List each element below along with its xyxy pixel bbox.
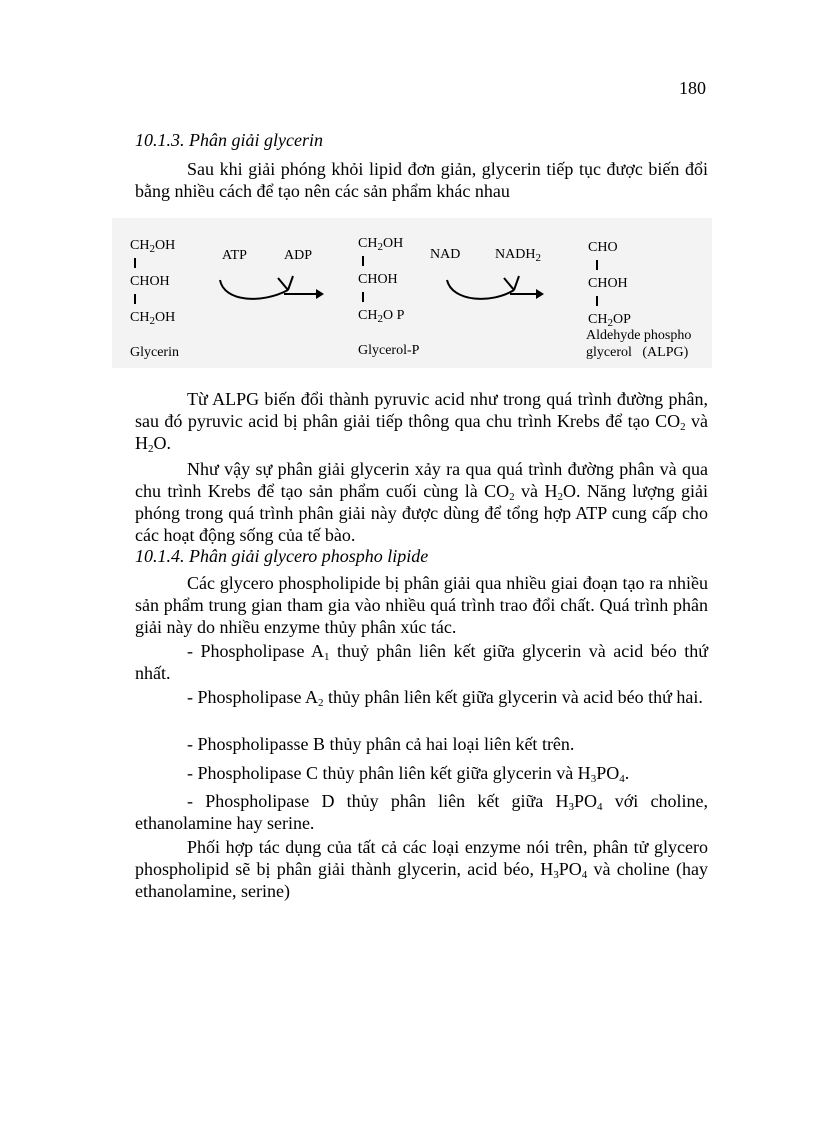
bond bbox=[134, 258, 136, 268]
atp-label: ATP bbox=[222, 248, 247, 263]
glycerol-p-label: Glycerol-P bbox=[358, 343, 420, 358]
conclusion-paragraph: Phối hợp tác dụng của tất cả các loại enzyme nói trên, phân tử glycero phospholipid sẽ bị phân giải thành glycerin, acid béo, $H_3PO_4$ và choline (hay ethanolamine, serine) bbox=[135, 837, 708, 901]
nad-label: NAD bbox=[430, 247, 461, 262]
enzyme-item-d: - Phospholipase D thủy phân liên kết giữa $H_3PO_4$ với choline, ethanolamine hay serine. bbox=[135, 791, 708, 833]
section2-intro-paragraph: Các glycero phospholipide bị phân giải qua nhiều giai đoạn tạo ra nhiều sản phẩm trung gian tham gia vào nhiều quá trình trao đổi chất. Quá trình phân giải này do nhiều enzyme thủy phân xúc tác. bbox=[135, 573, 708, 637]
adp-label: ADP bbox=[284, 248, 313, 263]
alpg-c1: CHO bbox=[588, 240, 618, 255]
alpg-label-line1: Aldehyde phospho bbox=[586, 328, 692, 343]
enzyme-item-b: - Phospholipasse B thủy phân cả hai loại liên kết trên. bbox=[187, 734, 575, 754]
bond bbox=[596, 296, 598, 306]
section-heading-10-1-3: 10.1.3. Phân giải glycerin bbox=[135, 130, 323, 150]
enzyme-item-a1: - Phospholipase $A_1$ thuỷ phân liên kết giữa glycerin và acid béo thứ nhất. bbox=[135, 641, 708, 683]
glycerol-p-c1: $CH_2OH$ bbox=[358, 236, 404, 253]
bond bbox=[362, 256, 364, 266]
glycerin-label: Glycerin bbox=[130, 345, 179, 360]
section-intro-paragraph: Sau khi giải phóng khỏi lipid đơn giản, glycerin tiếp tục được biến đổi bằng nhiều cách để tạo nên các sản phẩm khác nhau bbox=[135, 159, 708, 201]
enzyme-item-c: - Phospholipase C thủy phân liên kết giữa glycerin và $H_3PO_4$. bbox=[187, 763, 630, 785]
alpg-c3: $CH_2OP$ bbox=[588, 312, 631, 329]
paragraph-alpg-krebs: Từ ALPG biến đổi thành pyruvic acid như trong quá trình đường phân, sau đó pyruvic acid bị phân giải tiếp thông qua chu trình Krebs để tạo $CO_2$ và $H_2O$. bbox=[135, 389, 708, 455]
alpg-c2: CHOH bbox=[588, 276, 628, 291]
alpg-label-line2: glycerol (ALPG) bbox=[586, 345, 689, 360]
bond bbox=[362, 292, 364, 302]
bond bbox=[596, 260, 598, 270]
page-number: 180 bbox=[679, 78, 706, 98]
glycerol-p-c3: $CH_2O$ P bbox=[358, 308, 405, 325]
glycerin-c2: CHOH bbox=[130, 274, 170, 289]
bond bbox=[134, 294, 136, 304]
glycerin-reaction-diagram bbox=[112, 218, 712, 368]
paragraph-energy: Như vậy sự phân giải glycerin xảy ra qua quá trình đường phân và qua chu trình Krebs để tạo sản phẩm cuối cùng là $CO_2$ và $H_2O$. Năng lượng giải phóng trong quá trình phân giải này được dùng để tổng hợp ATP cung cấp cho các hoạt động sống của tế bào. bbox=[135, 459, 708, 545]
glycerin-c3: $CH_2OH$ bbox=[130, 310, 176, 327]
glycerin-c1: $CH_2OH$ bbox=[130, 238, 176, 255]
nadh2-label: $NADH_2$ bbox=[495, 247, 541, 264]
section-heading-10-1-4: 10.1.4. Phân giải glycero phospho lipide bbox=[135, 546, 429, 566]
enzyme-item-a2: - Phospholipase $A_2$ thủy phân liên kết giữa glycerin và acid béo thứ hai. bbox=[187, 687, 703, 709]
glycerol-p-c2: CHOH bbox=[358, 272, 398, 287]
